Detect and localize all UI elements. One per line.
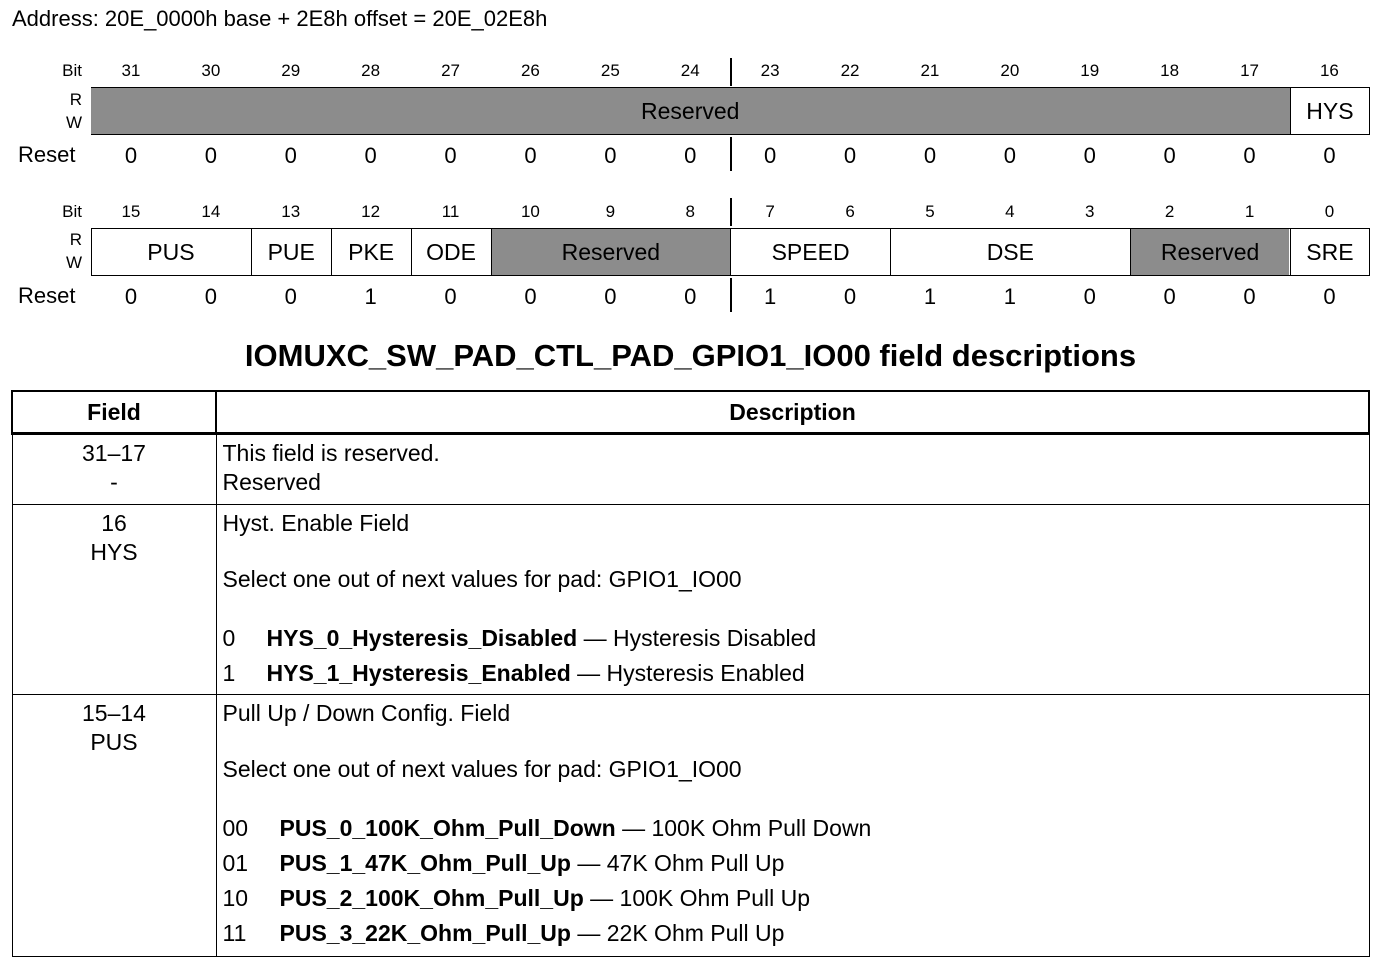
value-code: 1 [222, 660, 236, 686]
bit-number: 9 [605, 202, 616, 221]
reset-value: 0 [524, 143, 537, 168]
reset-value: 0 [444, 284, 457, 309]
description-column-header: Description [216, 391, 1369, 434]
reset-value: 0 [764, 143, 777, 168]
reset-value: 0 [684, 284, 697, 309]
value-code: 11 [222, 920, 247, 946]
bit-number: 26 [520, 61, 540, 80]
bit-number: 17 [1240, 61, 1259, 80]
table-row [12, 695, 1369, 957]
read-label: R [69, 90, 82, 109]
half-divider [730, 198, 732, 226]
reset-value: 1 [764, 284, 777, 309]
reset-value: 0 [843, 284, 857, 309]
value-code: 00 [222, 815, 249, 841]
value-entry [223, 621, 1369, 656]
value-name: HYS_0_Hysteresis_Disabled [266, 625, 578, 651]
description-line: This field is reserved. [222, 440, 440, 466]
reset-value: 0 [1083, 284, 1096, 309]
value-code: 01 [222, 850, 249, 876]
bit-number: 6 [845, 202, 855, 221]
bit-number: 18 [1160, 61, 1180, 80]
description-select: Select one out of next values for pad: GPIO1_IO00 [222, 756, 742, 782]
field-pke: PKE [331, 229, 411, 275]
write-label: W [65, 253, 82, 272]
reset-value: 0 [1243, 143, 1256, 168]
reset-value: 0 [124, 284, 138, 309]
bit-number: 11 [441, 202, 460, 221]
value-entry [223, 846, 1369, 881]
reset-label: Reset [18, 142, 76, 167]
field-column-header: Field [12, 391, 216, 434]
field-bits: 16 [101, 510, 127, 536]
reset-value: 0 [1323, 284, 1336, 309]
value-desc: — Hysteresis Disabled [577, 625, 817, 651]
bit-number: 10 [520, 202, 540, 221]
field-bits: 15–14 [82, 700, 146, 726]
reset-value: 0 [843, 143, 857, 168]
value-entry [223, 916, 1369, 951]
reset-value: 0 [284, 284, 297, 309]
reset-value: 0 [364, 143, 377, 168]
bit-number: 15 [121, 202, 141, 221]
bit-number: 22 [840, 61, 860, 80]
field-speed: SPEED [730, 229, 890, 275]
reset-value: 0 [684, 143, 697, 168]
reset-value: 0 [1003, 143, 1016, 168]
reserved-field: Reserved [91, 88, 1290, 134]
field-cell [12, 695, 216, 957]
value-name: PUS_0_100K_Ohm_Pull_Down [279, 815, 616, 841]
value-desc: — 47K Ohm Pull Up [570, 850, 785, 876]
half-divider [730, 278, 732, 312]
reset-value: 0 [1323, 143, 1336, 168]
bit-number: 2 [1164, 202, 1175, 221]
bit-number: 13 [281, 202, 301, 221]
field-name: - [110, 469, 118, 495]
value-desc: — 100K Ohm Pull Up [583, 885, 811, 911]
register-address: Address: 20E_0000h base + 2E8h offset = 20E_02E8h [12, 6, 548, 31]
field-cell [12, 434, 216, 505]
reset-value: 0 [1243, 284, 1256, 309]
reset-value: 1 [1003, 284, 1016, 309]
bit-number: 8 [685, 202, 695, 221]
description-title: Pull Up / Down Config. Field [222, 700, 511, 726]
description-cell [216, 434, 1369, 505]
bit-number: 31 [121, 61, 141, 80]
field-row-upper [91, 87, 1370, 135]
bit-number: 4 [1005, 202, 1015, 221]
value-code: 10 [222, 885, 249, 911]
value-entry [223, 881, 1369, 916]
value-entry [223, 811, 1369, 846]
field-name: PUS [90, 729, 138, 755]
reset-value: 0 [204, 143, 217, 168]
bit-number: 5 [925, 202, 935, 221]
field-name: HYS [90, 539, 138, 565]
value-name: HYS_1_Hysteresis_Enabled [266, 660, 571, 686]
reset-value: 0 [1083, 143, 1096, 168]
table-row [12, 434, 1369, 505]
bit-number: 0 [1324, 202, 1335, 221]
field-row-lower [91, 228, 1370, 276]
bit-number: 3 [1085, 202, 1095, 221]
description-line: Reserved [222, 469, 321, 495]
write-label: W [65, 113, 82, 132]
description-cell [216, 695, 1369, 957]
reset-value: 0 [284, 143, 297, 168]
bit-label: Bit [62, 202, 82, 221]
description-select: Select one out of next values for pad: GPIO1_IO00 [222, 566, 742, 592]
field-dse: DSE [890, 229, 1130, 275]
value-name: PUS_3_22K_Ohm_Pull_Up [279, 920, 571, 946]
reset-value: 0 [923, 143, 937, 168]
field-pue: PUE [251, 229, 331, 275]
bit-number: 12 [361, 202, 381, 221]
reset-value: 1 [364, 284, 377, 309]
bit-number: 20 [1000, 61, 1020, 80]
reset-value: 0 [604, 284, 617, 309]
bit-number: 24 [680, 61, 700, 80]
field-cell [12, 505, 216, 695]
value-code: 0 [222, 625, 236, 651]
table-row [12, 505, 1369, 695]
bit-number: 27 [441, 61, 460, 80]
half-divider [730, 58, 732, 86]
value-desc: — 100K Ohm Pull Down [615, 815, 872, 841]
bit-label: Bit [62, 61, 82, 80]
reserved-field: Reserved [1130, 229, 1290, 275]
field-ode: ODE [411, 229, 491, 275]
reset-value: 0 [524, 284, 537, 309]
bit-number: 19 [1080, 61, 1100, 80]
reset-value: 0 [204, 284, 217, 309]
bit-number: 25 [600, 61, 620, 80]
read-label: R [69, 230, 82, 249]
reset-value: 0 [124, 143, 138, 168]
description-cell [216, 505, 1369, 695]
field-sre: SRE [1290, 229, 1370, 275]
bit-number: 1 [1244, 202, 1255, 221]
bit-number: 28 [361, 61, 381, 80]
half-divider [730, 137, 732, 171]
reset-value: 0 [444, 143, 457, 168]
reset-value: 0 [1163, 143, 1176, 168]
reserved-field: Reserved [491, 229, 731, 275]
field-pus: PUS [147, 238, 195, 265]
field-descriptions-table [11, 390, 1370, 957]
bit-number: 14 [201, 202, 221, 221]
reset-value: 0 [1163, 284, 1176, 309]
bit-number: 23 [760, 61, 780, 80]
reset-value: 0 [604, 143, 617, 168]
value-entry [223, 656, 1369, 691]
value-desc: — 22K Ohm Pull Up [570, 920, 785, 946]
field-bits: 31–17 [82, 440, 146, 466]
value-name: PUS_1_47K_Ohm_Pull_Up [279, 850, 571, 876]
bit-number: 30 [201, 61, 221, 80]
table-title: IOMUXC_SW_PAD_CTL_PAD_GPIO1_IO00 field descriptions [244, 338, 1137, 373]
bit-number: 21 [920, 61, 940, 80]
description-title: Hyst. Enable Field [222, 510, 410, 536]
value-name: PUS_2_100K_Ohm_Pull_Up [279, 885, 584, 911]
value-desc: — Hysteresis Enabled [570, 660, 805, 686]
bit-number: 7 [765, 202, 775, 221]
reset-label: Reset [18, 283, 76, 308]
field-hys: HYS [1290, 88, 1370, 134]
bit-number: 29 [281, 61, 301, 80]
reset-value: 1 [923, 284, 937, 309]
bit-number: 16 [1319, 61, 1339, 80]
